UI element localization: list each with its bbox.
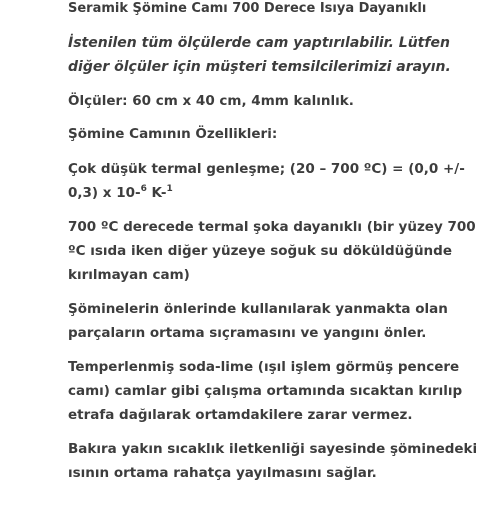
spark-protection-text: Şöminelerin önlerinde kullanılarak yanmakta olan parçaların ortama sıçramasını ve yangını önler. <box>68 301 448 341</box>
thermal-shock-text: 700 ºC derecede termal şoka dayanıklı (bir yüzey 700 ºC ısıda iken diğer yüzeye soğuk su döküldüğünde kırılmayan cam) <box>68 219 476 283</box>
custom-size-notice: İstenilen tüm ölçülerde cam yaptırılabilir. Lütfen diğer ölçüler için müşteri temsilcilerimizi arayın. <box>68 35 451 75</box>
dimensions-text: Ölçüler: 60 cm x 40 cm, 4mm kalınlık. <box>68 93 354 109</box>
thermal-unit: K- <box>146 185 167 201</box>
thermal-exponent-2: 1 <box>166 184 173 194</box>
thermal-expansion-main: Çok düşük termal genleşme; (20 – 700 ºC) = (0,0 +/- 0,3) x 10- <box>68 161 465 201</box>
tempered-comparison-text: Temperlenmiş soda-lime (ışıl işlem görmüş pencere camı) camlar gibi çalışma ortamında sıcaktan kırılıp etrafa dağılarak ortamdakilere zarar vermez. <box>68 359 463 423</box>
heat-conductivity-text: Bakıra yakın sıcaklık iletkenliği sayesinde şöminedeki ısının ortama rahatça yayılmasını sağlar. <box>68 441 478 481</box>
features-heading: Şömine Camının Özellikleri: <box>68 126 278 142</box>
thermal-expansion-text <box>68 157 483 205</box>
thermal-exponent-1: 6 <box>140 184 147 194</box>
product-title: Seramik Şömine Camı 700 Derece Isıya Dayanıklı <box>68 1 427 16</box>
